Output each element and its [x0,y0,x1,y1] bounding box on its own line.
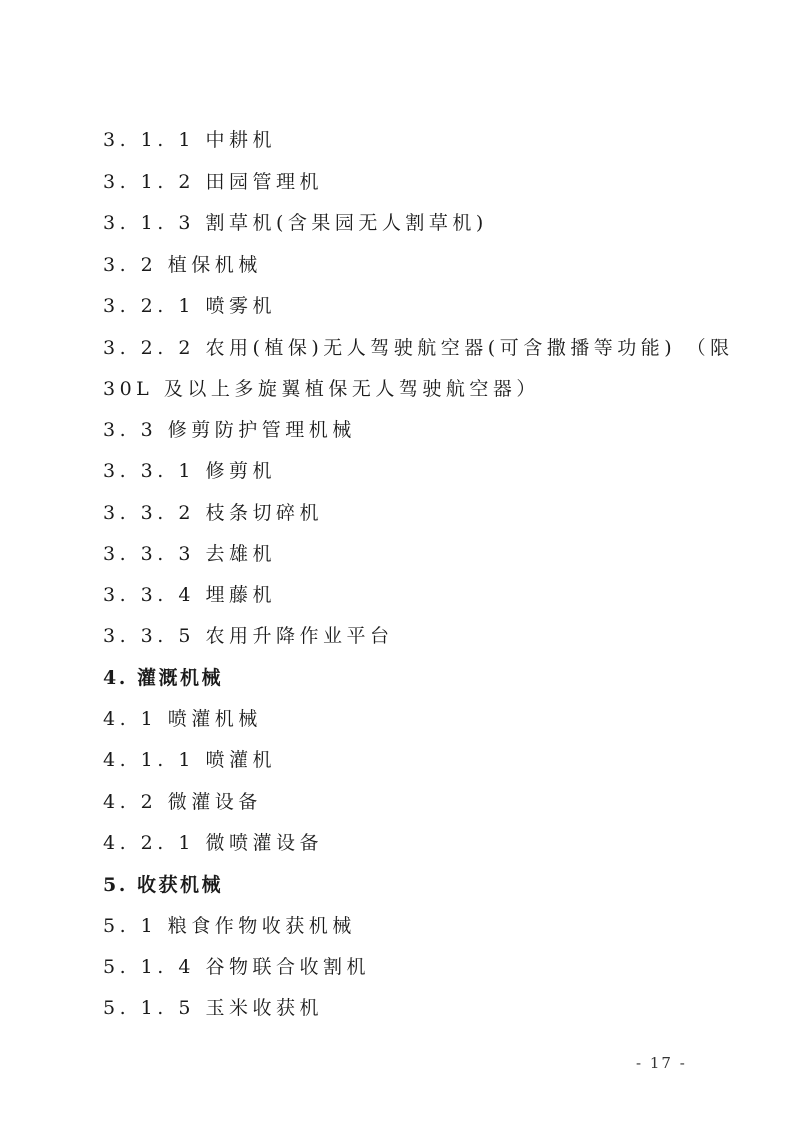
list-item: 4. 1 喷灌机械 [103,708,262,730]
list-item: 4. 2. 1 微喷灌设备 [103,832,323,854]
list-item: 3. 3 修剪防护管理机械 [103,419,356,441]
list-item: 3. 3. 4 埋藤机 [103,584,276,606]
list-item: 30L 及以上多旋翼植保无人驾驶航空器） [103,378,540,400]
list-item: 4. 2 微灌设备 [103,791,262,813]
list-item: 3. 1. 2 田园管理机 [103,171,323,193]
list-item: 3. 2 植保机械 [103,254,262,276]
section-heading: 5. 收获机械 [103,874,223,896]
list-item: 3. 3. 3 去雄机 [103,543,276,565]
list-item: 3. 1. 1 中耕机 [103,129,276,151]
list-item: 3. 2. 1 喷雾机 [103,295,276,317]
list-item: 3. 2. 2 农用(植保)无人驾驶航空器(可含撒播等功能) （限 [103,337,734,359]
list-item: 5. 1. 4 谷物联合收割机 [103,956,370,978]
section-heading: 4. 灌溉机械 [103,667,223,689]
list-item: 3. 3. 5 农用升降作业平台 [103,625,394,647]
page-number: - 17 - [636,1054,687,1072]
list-item: 4. 1. 1 喷灌机 [103,749,276,771]
list-item: 5. 1 粮食作物收获机械 [103,915,356,937]
list-item: 5. 1. 5 玉米收获机 [103,997,323,1019]
list-item: 3. 3. 1 修剪机 [103,460,276,482]
list-item: 3. 3. 2 枝条切碎机 [103,502,323,524]
list-item: 3. 1. 3 割草机(含果园无人割草机) [103,212,488,234]
